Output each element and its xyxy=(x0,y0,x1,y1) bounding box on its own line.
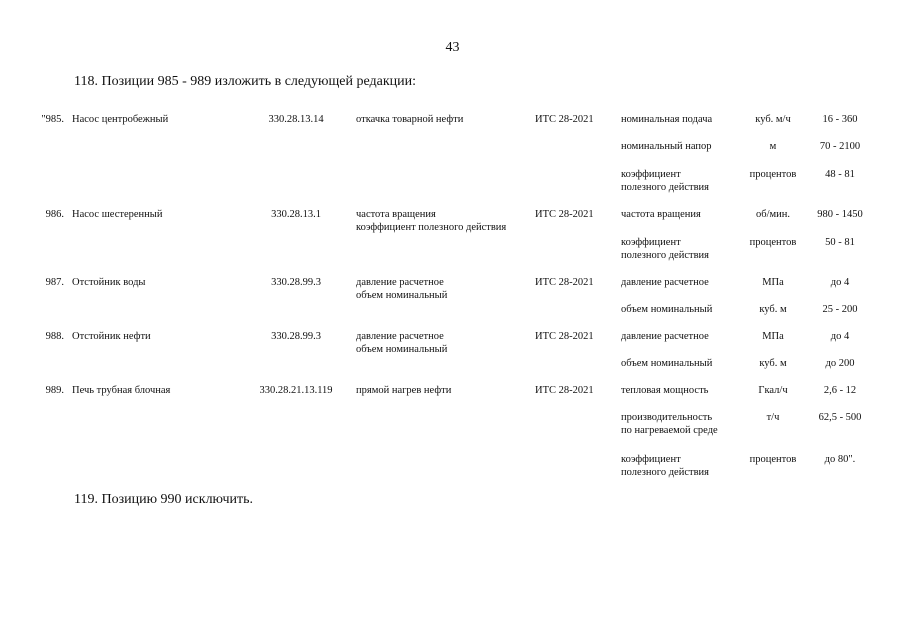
equipment-name: Насос шестеренный xyxy=(72,209,163,220)
its-reference: ИТС 28-2021 xyxy=(535,209,594,220)
parameter-name xyxy=(621,303,712,316)
parameter-name-line: тепловая мощность xyxy=(621,385,709,396)
parameter-range: 62,5 - 500 xyxy=(818,412,862,423)
equipment-purpose xyxy=(356,330,447,356)
page-number: 43 xyxy=(445,40,460,55)
parameter-unit: м xyxy=(769,141,777,152)
equipment-purpose-line: коэффициент полезного действия xyxy=(356,222,507,233)
parameter-name-line: по нагреваемой среде xyxy=(621,425,718,436)
its-reference: ИТС 28-2021 xyxy=(535,277,594,288)
equipment-name: Отстойник нефти xyxy=(72,331,151,342)
equipment-purpose-line: давление расчетное xyxy=(356,331,444,342)
equipment-purpose-line: объем номинальный xyxy=(356,344,448,355)
parameter-name-line: номинальная подача xyxy=(621,114,713,125)
okpd-code: 330.28.13.14 xyxy=(268,114,324,125)
parameter-unit: куб. м xyxy=(759,358,787,369)
parameter-unit: МПа xyxy=(762,331,784,342)
row-number: "985. xyxy=(41,114,64,125)
parameter-range: 48 - 81 xyxy=(825,169,855,180)
parameter-name-line: объем номинальный xyxy=(621,358,713,369)
parameter-name xyxy=(621,168,709,194)
parameter-range: 980 - 1450 xyxy=(817,209,863,220)
equipment-purpose-line: давление расчетное xyxy=(356,277,444,288)
equipment-name: Насос центробежный xyxy=(72,114,169,125)
parameter-unit: процентов xyxy=(749,454,797,465)
row-number: 988. xyxy=(45,331,64,342)
parameter-name xyxy=(621,330,709,343)
parameter-unit: куб. м xyxy=(759,304,787,315)
parameter-unit: процентов xyxy=(749,237,797,248)
parameter-name xyxy=(621,113,712,126)
parameter-name-line: давление расчетное xyxy=(621,331,709,342)
row-number: 989. xyxy=(45,385,64,396)
parameter-name xyxy=(621,453,709,479)
parameter-unit: об/мин. xyxy=(755,209,791,220)
equipment-purpose-line: частота вращения xyxy=(356,209,436,220)
parameter-name xyxy=(621,357,712,370)
row-number: 986. xyxy=(45,209,64,220)
parameter-name-line: коэффициент xyxy=(621,169,681,180)
okpd-code: 330.28.99.3 xyxy=(271,277,321,288)
intro-paragraph: 118. Позиции 985 - 989 изложить в следующей редакции: xyxy=(74,74,417,89)
its-reference: ИТС 28-2021 xyxy=(535,114,594,125)
parameter-range: до 4 xyxy=(830,331,850,342)
parameter-unit: МПа xyxy=(762,277,784,288)
outro-paragraph: 119. Позицию 990 исключить. xyxy=(74,492,254,507)
parameter-range: 2,6 - 12 xyxy=(823,385,857,396)
parameter-range: 16 - 360 xyxy=(822,114,858,125)
parameter-range: 25 - 200 xyxy=(822,304,858,315)
its-reference: ИТС 28-2021 xyxy=(535,331,594,342)
parameter-name-line: коэффициент xyxy=(621,454,681,465)
parameter-range: 70 - 2100 xyxy=(819,141,861,152)
equipment-purpose xyxy=(356,276,447,302)
parameter-unit: Гкал/ч xyxy=(758,385,788,396)
parameter-range: до 80". xyxy=(824,454,856,465)
parameter-name xyxy=(621,411,718,437)
parameter-name xyxy=(621,236,709,262)
parameter-range: до 200 xyxy=(825,358,855,369)
its-reference: ИТС 28-2021 xyxy=(535,385,594,396)
parameter-name-line: производительность xyxy=(621,412,713,423)
parameter-unit: т/ч xyxy=(766,412,780,423)
parameter-name-line: полезного действия xyxy=(621,467,709,478)
parameter-name xyxy=(621,140,712,153)
parameter-name-line: номинальный напор xyxy=(621,141,712,152)
equipment-purpose xyxy=(356,113,463,126)
parameter-name xyxy=(621,276,709,289)
okpd-code: 330.28.13.1 xyxy=(271,209,321,220)
parameter-name-line: давление расчетное xyxy=(621,277,709,288)
equipment-purpose-line: объем номинальный xyxy=(356,290,448,301)
parameter-name-line: частота вращения xyxy=(621,209,701,220)
parameter-name-line: полезного действия xyxy=(621,250,709,261)
parameter-range: до 4 xyxy=(830,277,850,288)
equipment-purpose-line: прямой нагрев нефти xyxy=(356,385,452,396)
parameter-name xyxy=(621,384,708,397)
parameter-range: 50 - 81 xyxy=(825,237,855,248)
parameter-unit: процентов xyxy=(749,169,797,180)
okpd-code: 330.28.21.13.119 xyxy=(259,385,333,396)
equipment-purpose xyxy=(356,208,506,234)
equipment-name: Отстойник воды xyxy=(72,277,146,288)
row-number: 987. xyxy=(45,277,64,288)
parameter-name-line: полезного действия xyxy=(621,182,709,193)
parameter-unit: куб. м/ч xyxy=(755,114,791,125)
equipment-purpose-line: откачка товарной нефти xyxy=(356,114,464,125)
equipment-purpose xyxy=(356,384,451,397)
okpd-code: 330.28.99.3 xyxy=(271,331,321,342)
equipment-name: Печь трубная блочная xyxy=(72,385,171,396)
parameter-name-line: объем номинальный xyxy=(621,304,713,315)
parameter-name-line: коэффициент xyxy=(621,237,681,248)
parameter-name xyxy=(621,208,701,221)
